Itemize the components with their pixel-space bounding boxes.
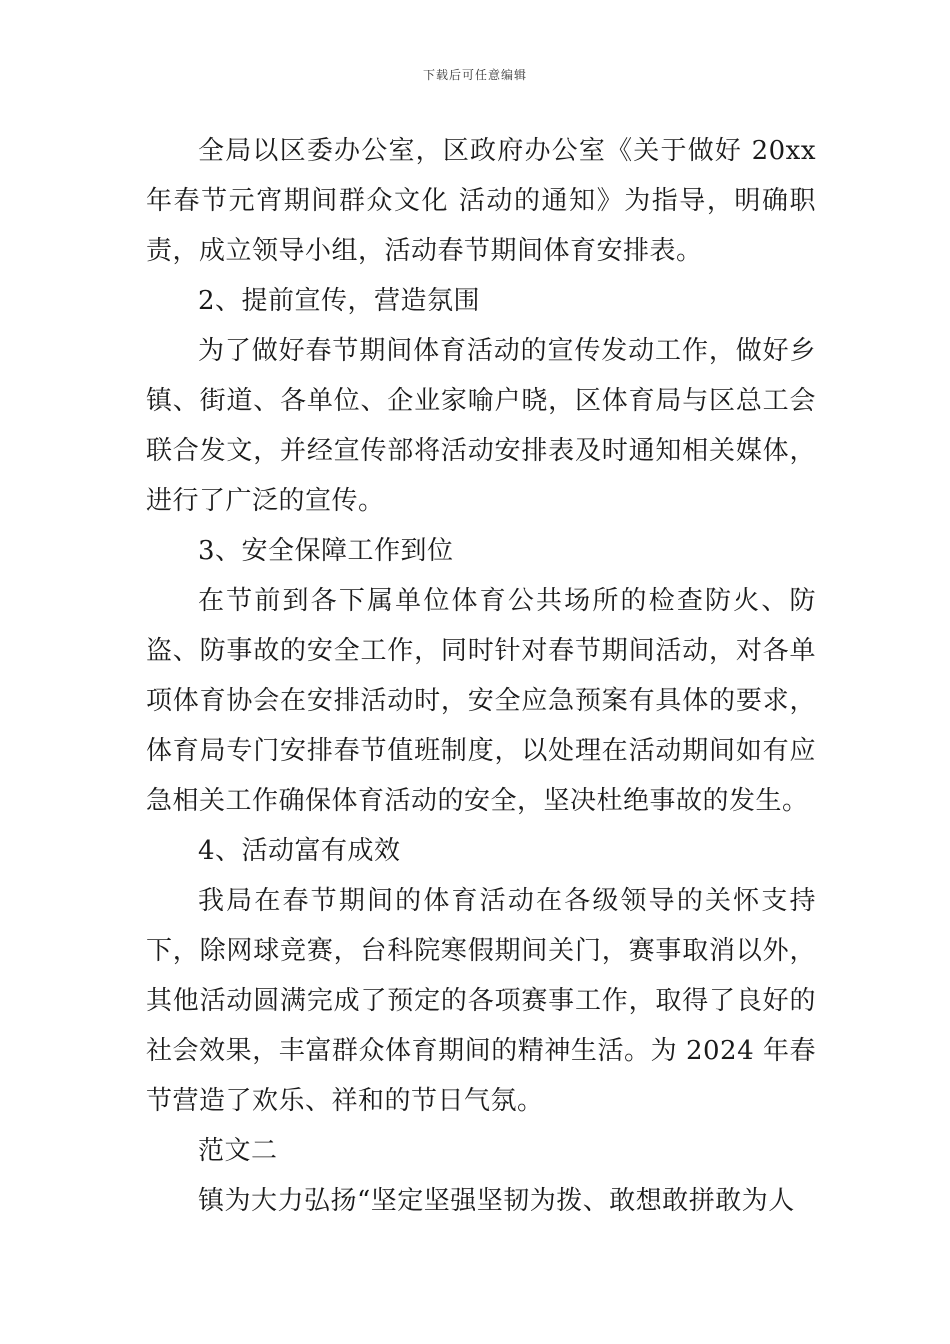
paragraph-safety: 在节前到各下属单位体育公共场所的检查防火、防盗、防事故的安全工作，同时针对春节期间活动，对各单项体育协会在安排活动时，安全应急预案有具体的要求，体育局专门安排春节值班制度，以处理在活动期间如有应急相关工作确保体育活动的安全，坚决杜绝事故的发生。 bbox=[146, 586, 816, 816]
document-body bbox=[146, 126, 816, 1226]
page-header-note: 下载后可任意编辑 bbox=[422, 68, 527, 82]
paragraph-results: 我局在春节期间的体育活动在各级领导的关怀支持下，除网球竞赛，台科院寒假期间关门，赛事取消以外，其他活动圆满完成了预定的各项赛事工作，取得了良好的社会效果，丰富群众体育期间的精神生活。为 2024 年春节营造了欢乐、祥和的节日气氛。 bbox=[146, 886, 816, 1116]
section-heading-safety: 3、安全保障工作到位 bbox=[198, 536, 454, 566]
section-heading-sample-two: 范文二 bbox=[198, 1136, 278, 1166]
paragraph-sample-two: 镇为大力弘扬“坚定坚强坚韧为拨、敢想敢拼敢为人 bbox=[198, 1186, 795, 1216]
paragraph-publicity: 为了做好春节期间体育活动的宣传发动工作，做好乡镇、街道、各单位、企业家喻户晓，区体育局与区总工会联合发文，并经宣传部将活动安排表及时通知相关媒体，进行了广泛的宣传。 bbox=[146, 336, 816, 516]
paragraph-intro: 全局以区委办公室，区政府办公室《关于做好 20xx 年春节元宵期间群众文化 活动的通知》为指导，明确职责，成立领导小组，活动春节期间体育安排表。 bbox=[146, 136, 816, 266]
section-heading-publicity: 2、提前宣传，营造氛围 bbox=[198, 286, 481, 316]
section-heading-results: 4、活动富有成效 bbox=[198, 836, 401, 866]
